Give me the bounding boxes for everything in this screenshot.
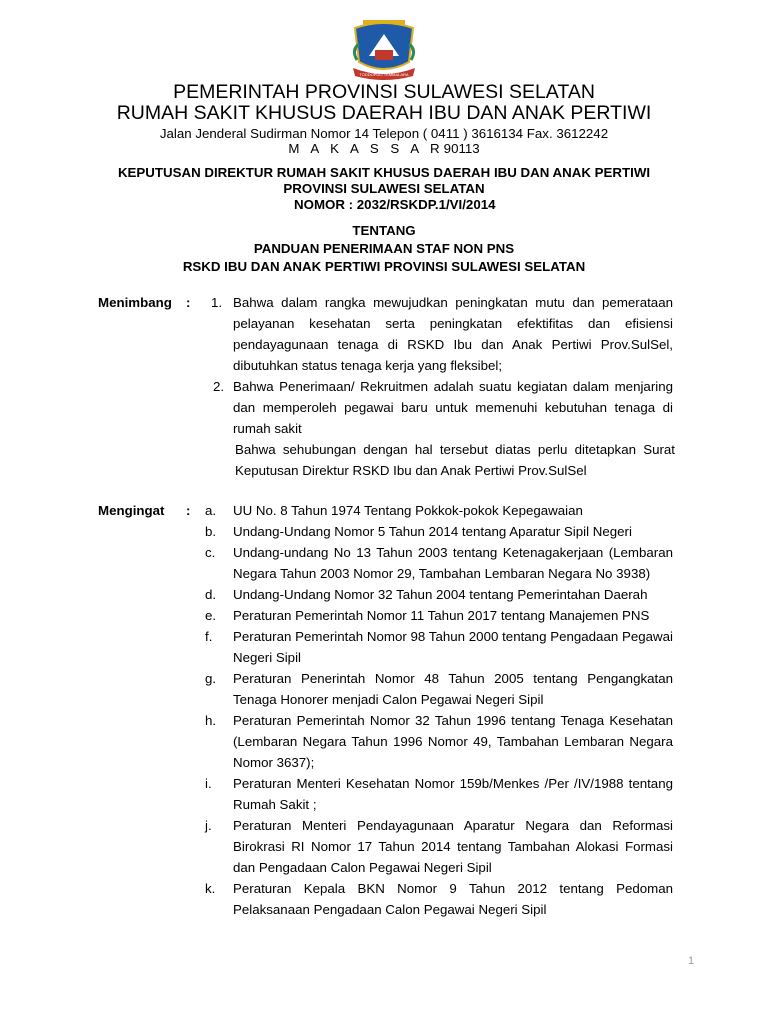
list-item-marker: j. [205, 818, 212, 833]
list-item [0, 376, 768, 439]
mengingat-label: Mengingat [98, 503, 165, 518]
subject-line-2: RSKD IBU DAN ANAK PERTIWI PROVINSI SULAWESI SELATAN [182, 259, 586, 274]
list-item-marker: c. [205, 545, 216, 560]
city-line [0, 142, 768, 156]
subject-tentang: TENTANG [352, 223, 416, 238]
list-item [0, 668, 768, 710]
list-item [0, 878, 768, 920]
list-item [0, 710, 768, 773]
menimbang-note: Bahwa sehubungan dengan hal tersebut diatas perlu ditetapkan Surat Keputusan Direktur RSKD Ibu dan Anak Pertiwi Prov.SulSel [235, 442, 675, 478]
list-item-marker: h. [205, 713, 217, 728]
provincial-emblem-logo [349, 20, 419, 82]
list-item-text: Peraturan Penerintah Nomor 48 Tahun 2005 tentang Pengangkatan Tenaga Honorer menjadi Calon Pegawai Negeri Sipil [233, 671, 673, 707]
list-item [0, 626, 768, 668]
list-item-marker: e. [205, 608, 217, 623]
decision-number-text: NOMOR : 2032/RSKDP.1/VI/2014 [294, 197, 496, 212]
menimbang-label: Menimbang [98, 295, 172, 310]
list-item-text: Undang-Undang Nomor 32 Tahun 2004 tentang Pemerintahan Daerah [233, 587, 648, 602]
list-item-text: Peraturan Menteri Kesehatan Nomor 159b/Menkes /Per /IV/1988 tentang Rumah Sakit ; [233, 776, 673, 812]
mengingat-colon: : [186, 503, 191, 518]
decision-title [0, 165, 768, 213]
list-item-text: Bahwa Penerimaan/ Rekruitmen adalah suatu kegiatan dalam menjaring dan memperoleh pegawai baru untuk memenuhi kebutuhan tenaga di rumah sakit [233, 379, 673, 436]
hospital-name: RUMAH SAKIT KHUSUS DAERAH IBU DAN ANAK PERTIWI [116, 102, 652, 124]
city-name: M A K A S S A R [288, 141, 444, 156]
list-item-marker: a. [205, 503, 217, 518]
decision-subject [0, 222, 768, 276]
list-item-text: UU No. 8 Tahun 1974 Tentang Pokkok-pokok Kepegawaian [233, 503, 583, 518]
subject-line-1: PANDUAN PENERIMAAN STAF NON PNS [253, 241, 515, 256]
list-item-marker: 1. [211, 295, 223, 310]
government-name: PEMERINTAH PROVINSI SULAWESI SELATAN [173, 81, 595, 103]
list-item-text: Undang-undang No 13 Tahun 2003 tentang Ketenagakerjaan (Lembaran Negara Tahun 2003 Nomor 29, Tambahan Lembaran Negara No 3938) [233, 545, 673, 581]
list-item [0, 584, 768, 605]
page-number: 1 [688, 955, 695, 967]
list-item-text: Peraturan Pemerintah Nomor 32 Tahun 1996 tentang Tenaga Kesehatan (Lembaran Negara Tahun 1996 Nomor 49, Tambahan Lembaran Negara Nomor 3637); [233, 713, 673, 770]
list-item-marker: d. [205, 587, 217, 602]
list-item [0, 542, 768, 584]
postal-code: 90113 [443, 141, 480, 156]
menimbang-list [0, 292, 768, 481]
menimbang-colon: : [186, 295, 191, 310]
list-item-marker: k. [205, 881, 216, 896]
list-item-marker: 2. [213, 379, 225, 394]
list-item [0, 500, 768, 521]
list-item-marker: b. [205, 524, 217, 539]
list-item [0, 521, 768, 542]
list-item [0, 773, 768, 815]
emblem-banner-text: TODDOPULI TEMMALARA [359, 72, 409, 77]
list-item-text: Peraturan Pemerintah Nomor 11 Tahun 2017 tentang Manajemen PNS [233, 608, 650, 623]
decision-line-1: KEPUTUSAN DIREKTUR RUMAH SAKIT KHUSUS DAERAH IBU DAN ANAK PERTIWI [117, 165, 651, 180]
decision-number [0, 197, 768, 213]
list-item [0, 605, 768, 626]
list-item-text: Undang-Undang Nomor 5 Tahun 2014 tentang Aparatur Sipil Negeri [233, 524, 632, 539]
emblem-house-body [375, 50, 393, 60]
list-item-text: Peraturan Kepala BKN Nomor 9 Tahun 2012 tentang Pedoman Pelaksanaan Pengadaan Calon Pegawai Negeri Sipil [233, 881, 673, 917]
mengingat-list [0, 500, 768, 920]
list-item-text: Peraturan Pemerintah Nomor 98 Tahun 2000 tentang Pengadaan Pegawai Negeri Sipil [233, 629, 673, 665]
letterhead [0, 82, 768, 156]
list-item-marker: i. [205, 776, 212, 791]
list-item-marker: g. [205, 671, 217, 686]
list-item-marker: f. [205, 629, 213, 644]
list-item [0, 815, 768, 878]
list-item-text: Peraturan Menteri Pendayagunaan Aparatur Negara dan Reformasi Birokrasi RI Nomor 17 Tahun 2014 tentang Tambahan Alokasi Formasi dan Pengadaan Calon Pegawai Negeri Sipil [233, 818, 673, 875]
list-item-text: Bahwa dalam rangka mewujudkan peningkatan mutu dan pemerataan pelayanan kesehatan serta peningkatan efektifitas dan efisiensi pendayagunaan tenaga di RSKD Ibu dan Anak Pertiwi Prov.SulSel, dibutuhkan status tenaga kerja yang fleksibel; [233, 295, 673, 373]
menimbang-note-item [0, 439, 768, 481]
list-item [0, 292, 768, 376]
decision-line-2: PROVINSI SULAWESI SELATAN [283, 181, 485, 196]
address-line: Jalan Jenderal Sudirman Nomor 14 Telepon ( 0411 ) 3616134 Fax. 3612242 [159, 126, 609, 141]
